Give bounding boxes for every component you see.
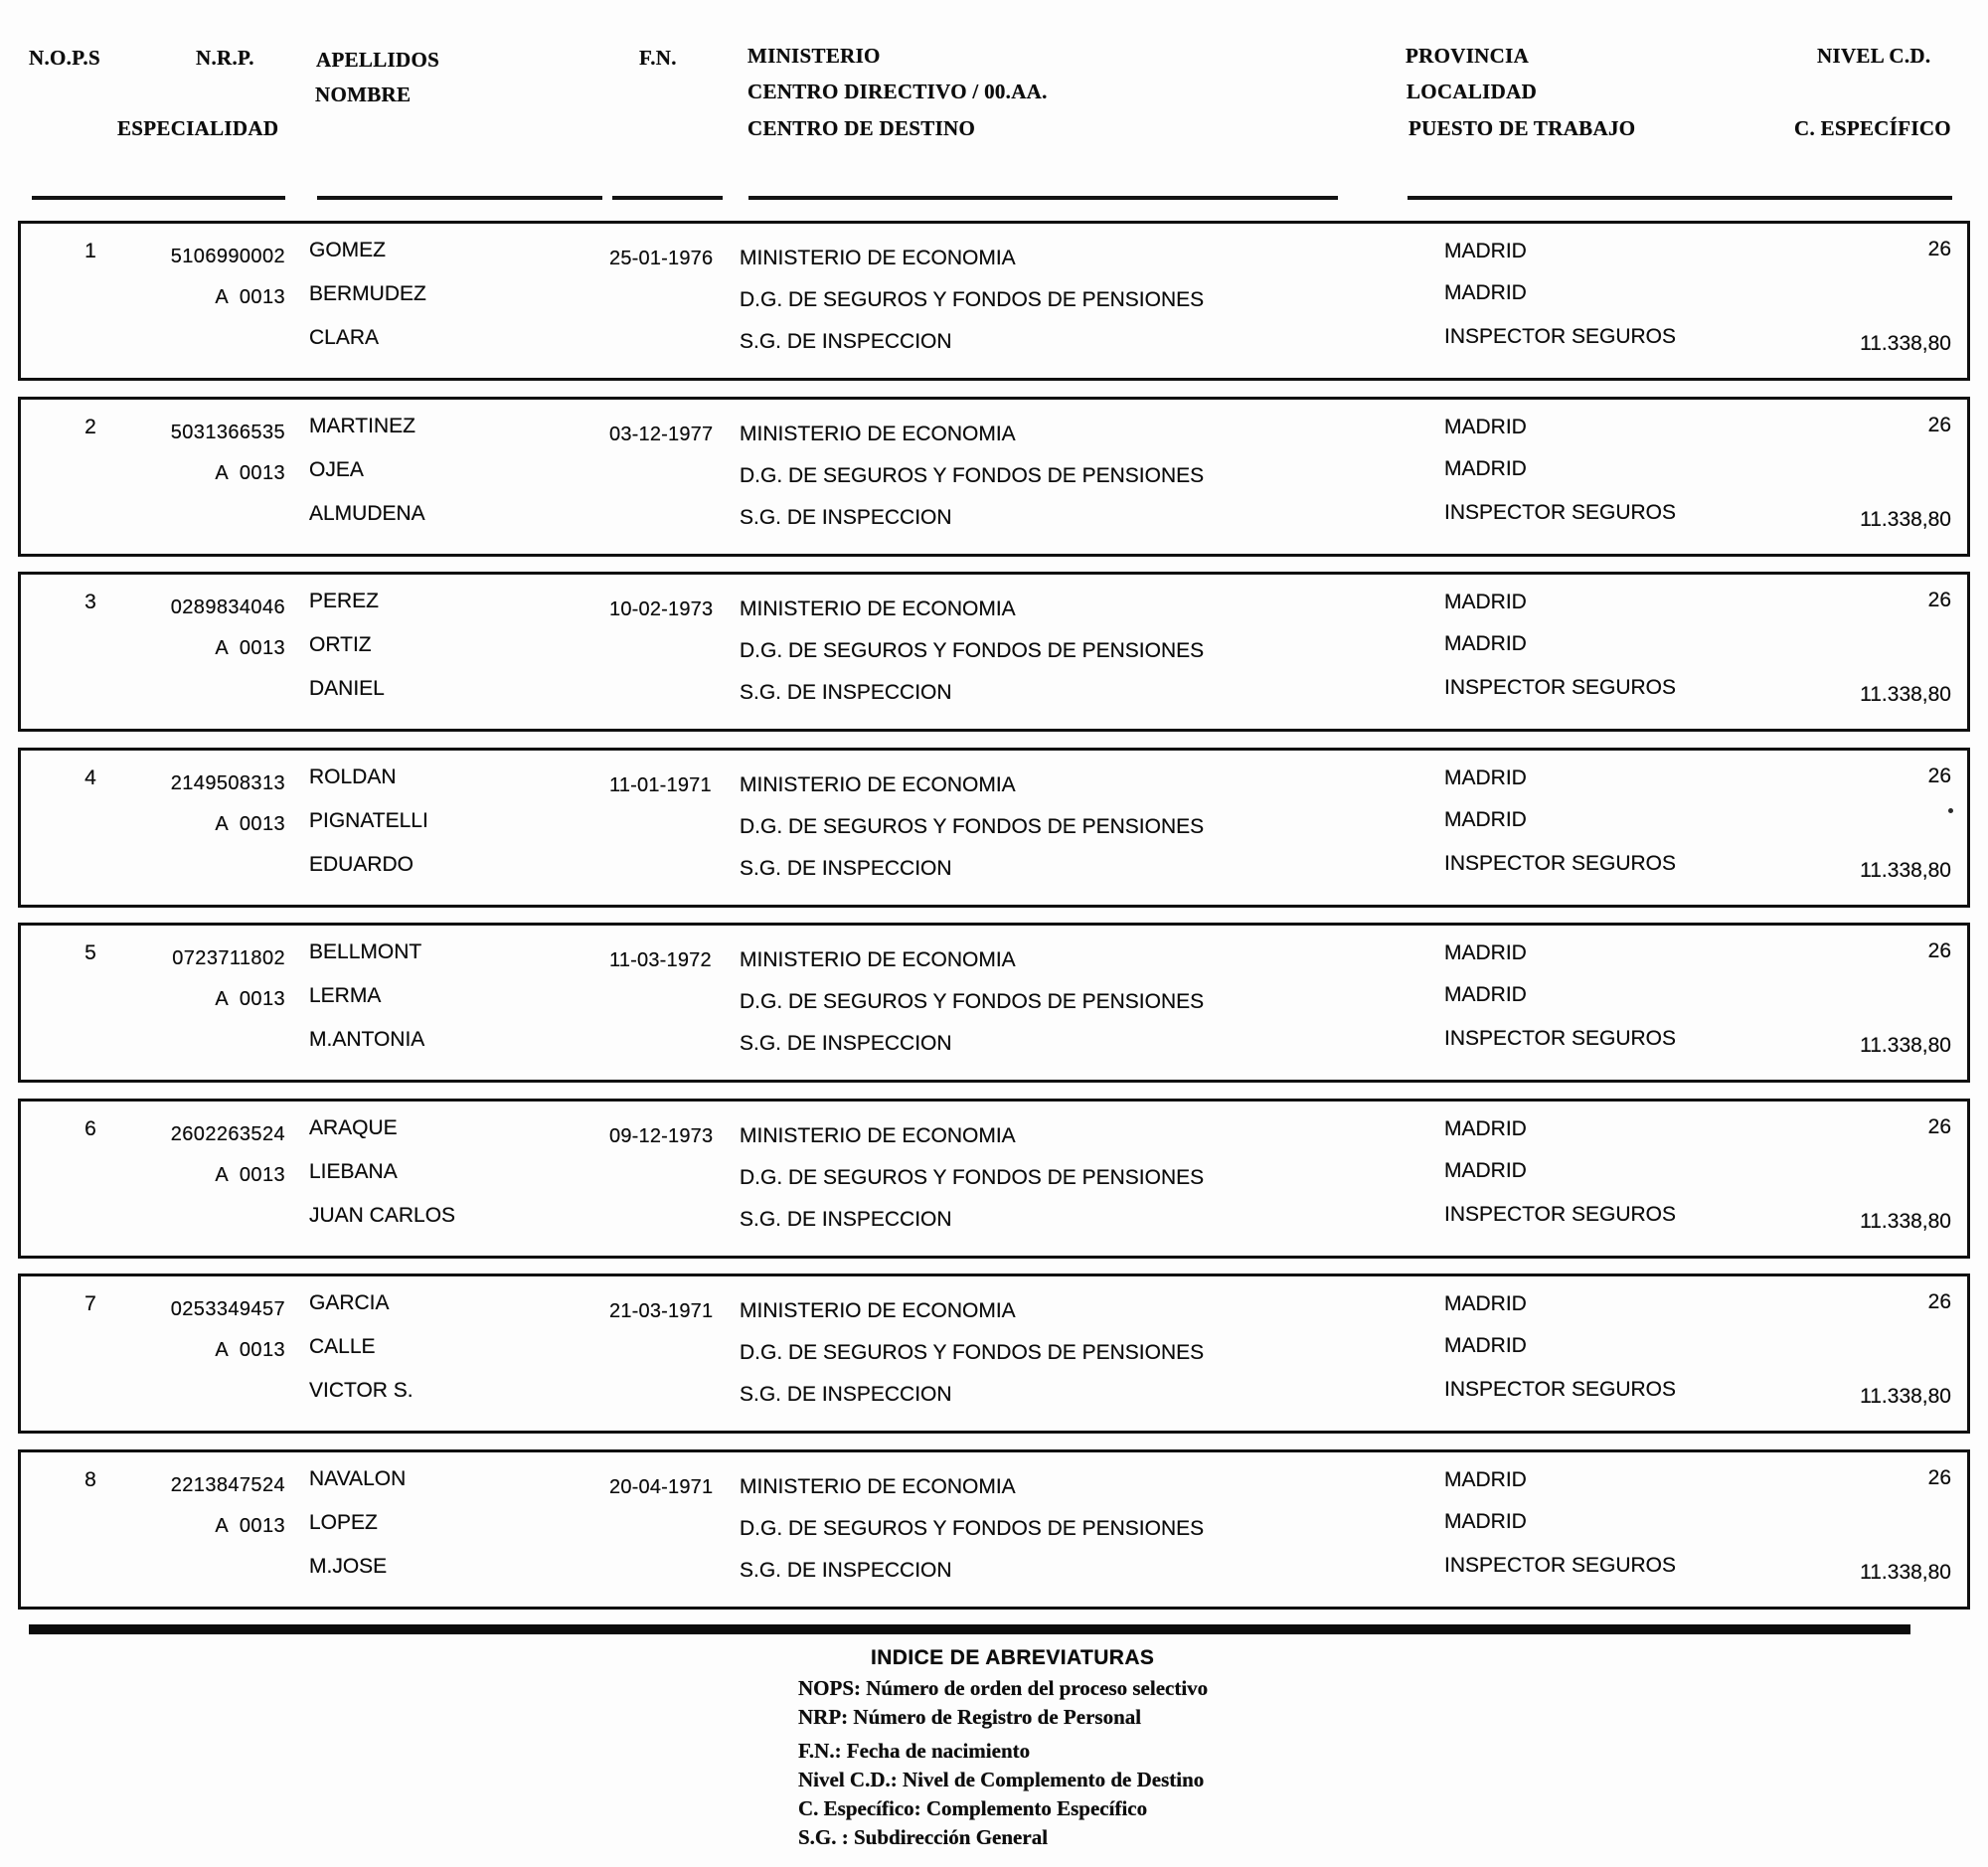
puesto-value: INSPECTOR SEGUROS [1444, 851, 1676, 875]
bottom-double-rule [29, 1624, 1910, 1634]
cell-ministerio [740, 1276, 1425, 1431]
header-puesto-de-trabajo: PUESTO DE TRABAJO [1408, 116, 1636, 140]
cell-fecha-nacimiento [609, 400, 727, 554]
centro-directivo-value: D.G. DE SEGUROS Y FONDOS DE PENSIONES [740, 288, 1205, 311]
header-fn: F.N. [639, 46, 677, 70]
puesto-value: INSPECTOR SEGUROS [1444, 500, 1676, 524]
cell-nivel-especifico [1752, 400, 1951, 554]
provincia-value: MADRID [1444, 415, 1527, 438]
cell-nivel-especifico [1752, 1102, 1951, 1256]
header-underline [1408, 196, 1952, 200]
nrp-value: 5031366535 [170, 421, 285, 443]
nops-value: 1 [84, 240, 96, 262]
apellido1-value: PEREZ [309, 590, 380, 612]
cell-provincia-puesto [1444, 400, 1772, 554]
nops-value: 4 [84, 765, 96, 789]
nivel-cd-value: 26 [1927, 1290, 1951, 1313]
centro-directivo-value: D.G. DE SEGUROS Y FONDOS DE PENSIONES [740, 990, 1205, 1013]
nombre-value: DANIEL [309, 677, 385, 700]
cell-fecha-nacimiento [609, 575, 727, 729]
centro-destino-value: S.G. DE INSPECCION [740, 1207, 952, 1231]
apellido2-value: ORTIZ [309, 633, 372, 656]
nops-value: 7 [84, 1292, 96, 1315]
apellido2-value: LERMA [309, 984, 382, 1007]
cell-ministerio [740, 1452, 1425, 1607]
puesto-value: INSPECTOR SEGUROS [1444, 1027, 1676, 1050]
cell-ministerio [740, 751, 1425, 905]
scan-artifact-dot [1948, 808, 1953, 813]
header-c-especifico: C. ESPECÍFICO [1794, 116, 1951, 140]
especialidad-value: A 0013 [215, 1163, 285, 1186]
nops-value: 8 [84, 1467, 96, 1491]
header-nivel-cd: NIVEL C.D. [1817, 44, 1931, 68]
c-especifico-value: 11.338,80 [1860, 1385, 1951, 1408]
cell-nrp-especialidad [104, 400, 285, 554]
ministerio-value: MINISTERIO DE ECONOMIA [740, 422, 1016, 445]
localidad-value: MADRID [1444, 632, 1527, 655]
provincia-value: MADRID [1444, 765, 1527, 789]
ministerio-value: MINISTERIO DE ECONOMIA [740, 772, 1016, 796]
c-especifico-value: 11.338,80 [1860, 1034, 1951, 1057]
cell-apellidos-nombre [309, 400, 587, 554]
cell-nrp-especialidad [104, 751, 285, 905]
centro-destino-value: S.G. DE INSPECCION [740, 1383, 952, 1406]
abbreviation-line: C. Específico: Complemento Específico [798, 1796, 1148, 1820]
table-row [18, 1273, 1970, 1434]
centro-directivo-value: D.G. DE SEGUROS Y FONDOS DE PENSIONES [740, 814, 1205, 838]
c-especifico-value: 11.338,80 [1860, 1560, 1951, 1584]
provincia-value: MADRID [1444, 240, 1527, 262]
nrp-value: 0253349457 [170, 1298, 285, 1320]
header-nops: N.O.P.S [29, 46, 100, 70]
cell-nivel-especifico [1752, 224, 1951, 378]
rows-container [18, 221, 1970, 1624]
nrp-value: 2149508313 [170, 771, 285, 794]
fn-value: 03-12-1977 [609, 423, 714, 445]
abbreviation-line: NRP: Número de Registro de Personal [798, 1705, 1142, 1729]
header-nrp: N.R.P. [196, 46, 254, 70]
header-underline [748, 196, 1338, 200]
fn-value: 25-01-1976 [609, 248, 714, 269]
nombre-value: M.JOSE [309, 1554, 388, 1578]
especialidad-value: A 0013 [215, 286, 285, 308]
puesto-value: INSPECTOR SEGUROS [1444, 676, 1676, 699]
header-centro-destino: CENTRO DE DESTINO [747, 116, 976, 140]
table-row [18, 397, 1970, 557]
centro-destino-value: S.G. DE INSPECCION [740, 856, 952, 880]
cell-nivel-especifico [1752, 926, 1951, 1080]
cell-nrp-especialidad [104, 575, 285, 729]
cell-ministerio [740, 575, 1425, 729]
especialidad-value: A 0013 [215, 1514, 285, 1537]
abbreviation-line: Nivel C.D.: Nivel de Complemento de Destino [798, 1768, 1205, 1791]
apellido2-value: LOPEZ [309, 1510, 378, 1534]
cell-nrp-especialidad [104, 224, 285, 378]
cell-apellidos-nombre [309, 1102, 587, 1256]
nombre-value: ALMUDENA [309, 501, 425, 525]
centro-destino-value: S.G. DE INSPECCION [740, 1032, 952, 1055]
header-apellidos: APELLIDOS [316, 48, 440, 72]
c-especifico-value: 11.338,80 [1860, 683, 1951, 706]
table-row [18, 1099, 1970, 1259]
especialidad-value: A 0013 [215, 812, 285, 835]
cell-ministerio [740, 400, 1425, 554]
apellido2-value: PIGNATELLI [309, 808, 428, 832]
nivel-cd-value: 26 [1927, 764, 1951, 787]
centro-destino-value: S.G. DE INSPECCION [740, 681, 952, 704]
cell-fecha-nacimiento [609, 1276, 727, 1431]
header-underline [612, 196, 723, 200]
table-row [18, 748, 1970, 908]
ministerio-value: MINISTERIO DE ECONOMIA [740, 1299, 1016, 1322]
puesto-value: INSPECTOR SEGUROS [1444, 325, 1676, 348]
c-especifico-value: 11.338,80 [1860, 507, 1951, 531]
fn-value: 09-12-1973 [609, 1124, 714, 1147]
nombre-value: VICTOR S. [309, 1379, 414, 1402]
cell-provincia-puesto [1444, 926, 1772, 1080]
header-underline [32, 196, 285, 200]
abbreviation-line: F.N.: Fecha de nacimiento [798, 1739, 1031, 1763]
cell-apellidos-nombre [309, 1276, 587, 1431]
cell-provincia-puesto [1444, 1452, 1772, 1607]
cell-provincia-puesto [1444, 1276, 1772, 1431]
nrp-value: 0723711802 [172, 947, 285, 969]
provincia-value: MADRID [1444, 1467, 1527, 1491]
header-nombre: NOMBRE [315, 83, 412, 106]
cell-nivel-especifico [1752, 575, 1951, 729]
cell-fecha-nacimiento [609, 1452, 727, 1607]
apellido2-value: OJEA [309, 457, 364, 481]
cell-fecha-nacimiento [609, 926, 727, 1080]
apellido1-value: ARAQUE [309, 1115, 398, 1139]
nivel-cd-value: 26 [1927, 413, 1951, 436]
puesto-value: INSPECTOR SEGUROS [1444, 1378, 1676, 1401]
cell-nrp-especialidad [104, 926, 285, 1080]
abbreviations-title: INDICE DE ABREVIATURAS [871, 1646, 1155, 1669]
cell-provincia-puesto [1444, 1102, 1772, 1256]
header-especialidad: ESPECIALIDAD [117, 116, 279, 140]
centro-directivo-value: D.G. DE SEGUROS Y FONDOS DE PENSIONES [740, 1516, 1205, 1540]
ministerio-value: MINISTERIO DE ECONOMIA [740, 597, 1016, 620]
nivel-cd-value: 26 [1927, 238, 1951, 260]
provincia-value: MADRID [1444, 591, 1527, 613]
cell-fecha-nacimiento [609, 1102, 727, 1256]
nombre-value: EDUARDO [309, 852, 414, 876]
localidad-value: MADRID [1444, 456, 1527, 480]
provincia-value: MADRID [1444, 1116, 1527, 1140]
ministerio-value: MINISTERIO DE ECONOMIA [740, 247, 1016, 269]
ministerio-value: MINISTERIO DE ECONOMIA [740, 948, 1016, 971]
nops-value: 2 [84, 415, 96, 438]
provincia-value: MADRID [1444, 1292, 1527, 1315]
nombre-value: JUAN CARLOS [309, 1203, 456, 1227]
c-especifico-value: 11.338,80 [1860, 1209, 1951, 1233]
nrp-value: 5106990002 [170, 246, 285, 267]
fn-value: 21-03-1971 [609, 1300, 714, 1322]
apellido1-value: ROLDAN [309, 764, 397, 788]
fn-value: 10-02-1973 [609, 598, 714, 620]
nops-value: 5 [84, 941, 96, 964]
nrp-value: 2213847524 [170, 1473, 285, 1496]
localidad-value: MADRID [1444, 1334, 1527, 1357]
cell-apellidos-nombre [309, 224, 587, 378]
apellido2-value: CALLE [309, 1335, 376, 1358]
centro-destino-value: S.G. DE INSPECCION [740, 505, 952, 529]
nops-value: 3 [84, 591, 96, 613]
cell-nivel-especifico [1752, 751, 1951, 905]
centro-directivo-value: D.G. DE SEGUROS Y FONDOS DE PENSIONES [740, 463, 1205, 487]
c-especifico-value: 11.338,80 [1860, 332, 1951, 355]
fn-value: 11-03-1972 [609, 949, 712, 971]
apellido1-value: GARCIA [309, 1291, 390, 1314]
cell-ministerio [740, 224, 1425, 378]
nrp-value: 0289834046 [170, 596, 285, 618]
abbreviation-line: NOPS: Número de orden del proceso selectivo [798, 1676, 1209, 1700]
cell-apellidos-nombre [309, 575, 587, 729]
cell-nrp-especialidad [104, 1102, 285, 1256]
apellido1-value: MARTINEZ [309, 414, 415, 437]
localidad-value: MADRID [1444, 807, 1527, 831]
cell-ministerio [740, 926, 1425, 1080]
nivel-cd-value: 26 [1927, 1465, 1951, 1489]
ministerio-value: MINISTERIO DE ECONOMIA [740, 1123, 1016, 1147]
c-especifico-value: 11.338,80 [1860, 858, 1951, 882]
especialidad-value: A 0013 [215, 461, 285, 484]
localidad-value: MADRID [1444, 983, 1527, 1006]
table-row [18, 1449, 1970, 1610]
nombre-value: M.ANTONIA [309, 1028, 425, 1051]
cell-apellidos-nombre [309, 926, 587, 1080]
cell-apellidos-nombre [309, 1452, 587, 1607]
localidad-value: MADRID [1444, 1158, 1527, 1182]
provincia-value: MADRID [1444, 941, 1527, 964]
centro-directivo-value: D.G. DE SEGUROS Y FONDOS DE PENSIONES [740, 1341, 1205, 1364]
centro-directivo-value: D.G. DE SEGUROS Y FONDOS DE PENSIONES [740, 639, 1205, 662]
apellido2-value: LIEBANA [309, 1159, 398, 1183]
especialidad-value: A 0013 [215, 637, 285, 659]
especialidad-value: A 0013 [215, 988, 285, 1010]
cell-provincia-puesto [1444, 575, 1772, 729]
abbreviation-line: S.G. : Subdirección General [798, 1825, 1049, 1849]
header-provincia: PROVINCIA [1406, 44, 1530, 68]
centro-destino-value: S.G. DE INSPECCION [740, 330, 952, 353]
centro-directivo-value: D.G. DE SEGUROS Y FONDOS DE PENSIONES [740, 1165, 1205, 1189]
cell-fecha-nacimiento [609, 224, 727, 378]
cell-ministerio [740, 1102, 1425, 1256]
apellido2-value: BERMUDEZ [309, 282, 426, 305]
cell-nrp-especialidad [104, 1276, 285, 1431]
nivel-cd-value: 26 [1927, 1114, 1951, 1138]
localidad-value: MADRID [1444, 1509, 1527, 1533]
nombre-value: CLARA [309, 326, 380, 349]
puesto-value: INSPECTOR SEGUROS [1444, 1202, 1676, 1226]
abbreviations-list [798, 1674, 1208, 1852]
ministerio-value: MINISTERIO DE ECONOMIA [740, 1474, 1016, 1498]
header-underline [317, 196, 602, 200]
cell-nivel-especifico [1752, 1276, 1951, 1431]
localidad-value: MADRID [1444, 281, 1527, 304]
cell-provincia-puesto [1444, 224, 1772, 378]
especialidad-value: A 0013 [215, 1339, 285, 1361]
header-ministerio: MINISTERIO [747, 44, 881, 68]
nivel-cd-value: 26 [1927, 939, 1951, 962]
apellido1-value: NAVALON [309, 1466, 407, 1490]
header-centro-directivo: CENTRO DIRECTIVO / 00.AA. [747, 80, 1048, 103]
table-row [18, 572, 1970, 732]
table-row [18, 923, 1970, 1083]
fn-value: 11-01-1971 [609, 773, 712, 796]
cell-apellidos-nombre [309, 751, 587, 905]
cell-nivel-especifico [1752, 1452, 1951, 1607]
cell-fecha-nacimiento [609, 751, 727, 905]
table-row [18, 221, 1970, 381]
nivel-cd-value: 26 [1927, 589, 1951, 611]
apellido1-value: GOMEZ [309, 239, 386, 261]
cell-provincia-puesto [1444, 751, 1772, 905]
header-localidad: LOCALIDAD [1407, 80, 1538, 103]
nrp-value: 2602263524 [170, 1122, 285, 1145]
fn-value: 20-04-1971 [609, 1475, 714, 1498]
nops-value: 6 [84, 1116, 96, 1140]
apellido1-value: BELLMONT [309, 940, 422, 963]
cell-nrp-especialidad [104, 1452, 285, 1607]
puesto-value: INSPECTOR SEGUROS [1444, 1553, 1676, 1577]
centro-destino-value: S.G. DE INSPECCION [740, 1558, 952, 1582]
